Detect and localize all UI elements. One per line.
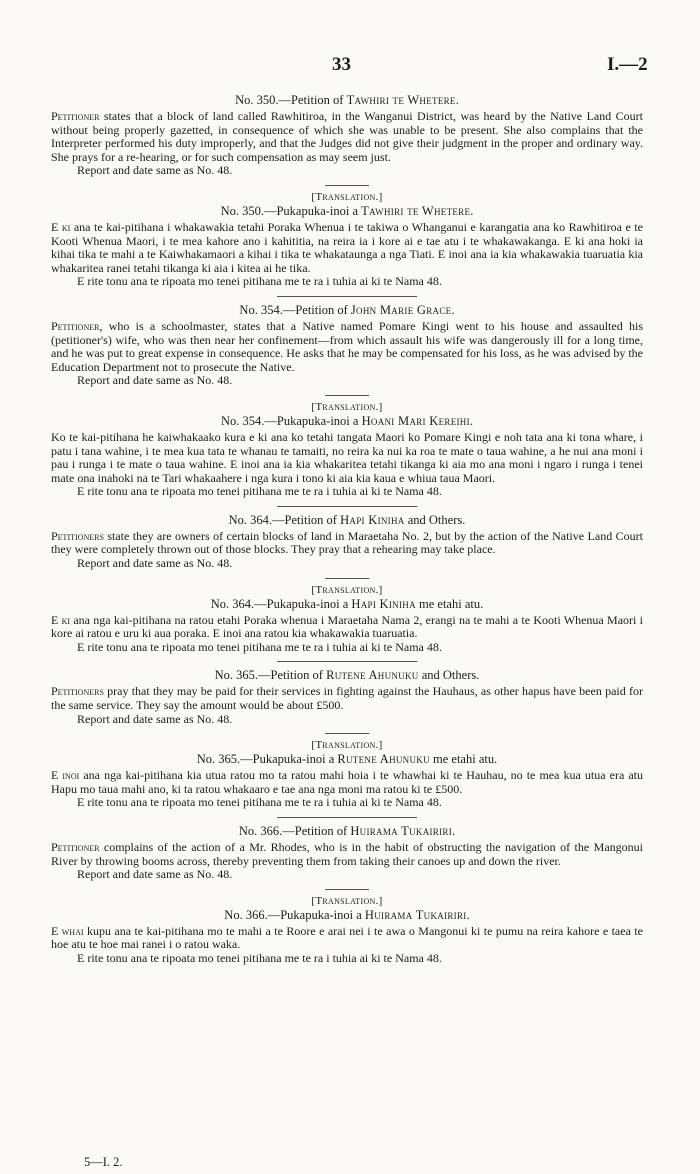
translation-note: E rite tonu ana te ripoata mo tenei pitihana me te ra i tuhia ai ki te Nama 48. [77, 639, 442, 654]
translation-note: E rite tonu ana te ripoata mo tenei pitihana me te ra i tuhia ai ki te Nama 48. [77, 795, 442, 810]
translation-heading: No. 365.—Pukapuka-inoi a Rutene Ahunuku me etahi atu. [196, 752, 498, 767]
translated-name: Huirama Tukairiri [364, 907, 467, 922]
translation-label: [Translation.] [311, 583, 383, 596]
petition-heading: No. 354.—Petition of John Marie Grace. [239, 302, 455, 317]
signature-mark: 5—I. 2. [84, 1155, 123, 1169]
petitioner-name: Huirama Tukairiri [350, 824, 452, 838]
report-note: Report and date same as No. 48. [77, 867, 233, 882]
petition-heading: No. 364.—Petition of Hapi Kiniha and Others. [228, 512, 466, 527]
translation-body: E inoi ana nga kai-pitihana kia utua ratou mo ta ratou mahi hoia i te whawhai ki te Hauhau, no te mea kua utua era atu Hapu mo taua mahi ano, ki ta ratou whakaaro e tae ana nga moni ma ratou ki te £500. [51, 768, 643, 796]
translation-note: E rite tonu ana te ripoata mo tenei pitihana me te ra i tuhia ai ki te Nama 48. [77, 484, 442, 499]
petitioner-name: Hapi Kiniha [340, 512, 405, 527]
petition-body: Petitioners pray that they may be paid for their services in fighting against the Hauhaus, as other hapus have been paid for the same service. They say the amount would be about £500. [51, 684, 643, 713]
translation-label: [Translation.] [311, 400, 383, 413]
translation-heading: No. 366.—Pukapuka-inoi a Huirama Tukairiri. [224, 907, 470, 922]
petition-section [51, 93, 643, 289]
divider [325, 889, 369, 890]
divider [325, 733, 369, 734]
petition-heading: No. 366.—Petition of Huirama Tukairiri. [238, 824, 456, 838]
translation-label: [Translation.] [311, 739, 383, 752]
translation-heading: No. 364.—Pukapuka-inoi a Hapi Kiniha me etahi atu. [210, 596, 484, 611]
translation-label: [Translation.] [311, 894, 383, 907]
petition-section [51, 668, 643, 810]
petition-section [51, 824, 643, 966]
translated-name: Hapi Kiniha [351, 596, 416, 611]
translation-label: [Translation.] [311, 190, 383, 203]
petition-body: Petitioner complains of the action of a Mr. Rhodes, who is in the habit of obstructing the navigation of the Mangonui River by throwing booms across, thereby preventing them from taking their canoes up and down the river. [51, 840, 643, 868]
translation-heading: No. 350.—Pukapuka-inoi a Tawhiri te Whetere. [220, 203, 474, 218]
section-divider [277, 296, 417, 297]
report-note: Report and date same as No. 48. [77, 556, 233, 571]
petition-section [51, 303, 643, 499]
page-header [0, 54, 700, 78]
section-divider [277, 661, 417, 662]
petition-section [51, 513, 643, 655]
page-reference: I.—2 [607, 54, 648, 75]
report-note: Report and date same as No. 48. [77, 163, 233, 178]
translated-name: Rutene Ahunuku [337, 752, 430, 767]
petition-body: Petitioner, who is a schoolmaster, states that a Native named Pomare Kingi went to his house and assaulted his (petitioner's) wife, who was then near her confinement—from which assault his wife was dangerously ill for a long time, and he was put to great expense in consequence. He asks that he may be compensated for his loss, as he was advised by the Education Department not to prosecute the Native. [51, 318, 643, 374]
report-note: Report and date same as No. 48. [77, 711, 233, 726]
petition-heading: No. 365.—Petition of Rutene Ahunuku and Others. [214, 668, 480, 683]
petitioner-name: Tawhiri te Whetere [346, 93, 456, 107]
translation-body: E whai kupu ana te kai-pitihana mo te mahi a te Roore e arai nei i te awa o Mangonui ki te pumu na reira kahore e taea te hoe atu te hoe mai ranei i o ratou waka. [51, 923, 643, 952]
divider [325, 578, 369, 579]
divider [325, 395, 369, 396]
petitioner-name: Rutene Ahunuku [326, 668, 419, 683]
petition-body: Petitioner states that a block of land called Rawhitiroa, in the Wanganui District, was heard by the Native Land Court without being properly gazetted, in consequence of which she was unable to be present. She also complains that the Interpreter performed his duty improperly, and that the Judges did not give their judgment in the proper and ordinary way. She prays for a re-hearing, or for such compensation as may seem just. [51, 109, 643, 164]
translation-body: Ko te kai-pitihana he kaiwhakaako kura e ki ana ko tetahi tangata Maori ko Pomare Kingi e noh tata ana ki tona whare, i patu i tana wahine, i te mea kua tata te whanau te tamaiti, no reira ka nui ka roa te mate o taua wahine, a he nui ana moni i pau i runga i te mate o taua wahine. E inoi ana ia kia whakaritea tetahi tikanga ki aia mo ana moni i ngaro i runga i tenei mate ona inahoki na te Tari whakaahere i nga kura i tono ki aia kia kaua e whiua taua Maori. [51, 429, 643, 485]
petitioner-name: John Marie Grace [350, 302, 452, 317]
page-number: 33 [332, 54, 351, 75]
section-divider [277, 817, 417, 818]
petition-heading: No. 350.—Petition of Tawhiri te Whetere. [235, 93, 459, 107]
translation-body: E ki ana nga kai-pitihana na ratou etahi Poraka whenua i Maraetaha Nama 2, erangi na te mahi a te Kooti Whenua Maori i kore ai ratou e uru ki aua poraka. E inoi ana ratou kia whakawakia tuaruatia. [51, 612, 643, 641]
petition-body: Petitioners state they are owners of certain blocks of land in Maraetaha No. 2, but by the action of the Native Land Court they were completely thrown out of those blocks. They pray that a rehearing may take place. [51, 528, 643, 557]
page-content [51, 93, 643, 966]
translation-note: E rite tonu ana te ripoata mo tenei pitihana me te ra i tuhia ai ki te Nama 48. [77, 950, 442, 965]
translation-body: E ki ana te kai-pitihana i whakawakia tetahi Poraka Whenua i te takiwa o Whanganui e karangatia ana ko Rawhitiroa e te Kooti Whenua Maori, i te mea kahore ano i kahititia, na reira ia i kore ai e tae atu i te whakawakanga. E ki ana hoki ia kihai tika te mahi a te Kaiwhakamaori a kihai i tika te whakataunga a nga Tiati. E inoi ana ia kia whakawakia tuaruatia kia whakaritea ranei tetahi tikanga ki aia i kitea ai he tika. [51, 219, 643, 275]
translation-note: E rite tonu ana te ripoata mo tenei pitihana me te ra i tuhia ai ki te Nama 48. [77, 274, 442, 289]
translation-heading: No. 354.—Pukapuka-inoi a Hoani Mari Kereihi. [220, 413, 474, 428]
translated-name: Hoani Mari Kereihi [361, 413, 470, 428]
translated-name: Tawhiri te Whetere [361, 203, 471, 218]
report-note: Report and date same as No. 48. [77, 373, 233, 388]
divider [325, 185, 369, 186]
section-divider [277, 506, 417, 507]
